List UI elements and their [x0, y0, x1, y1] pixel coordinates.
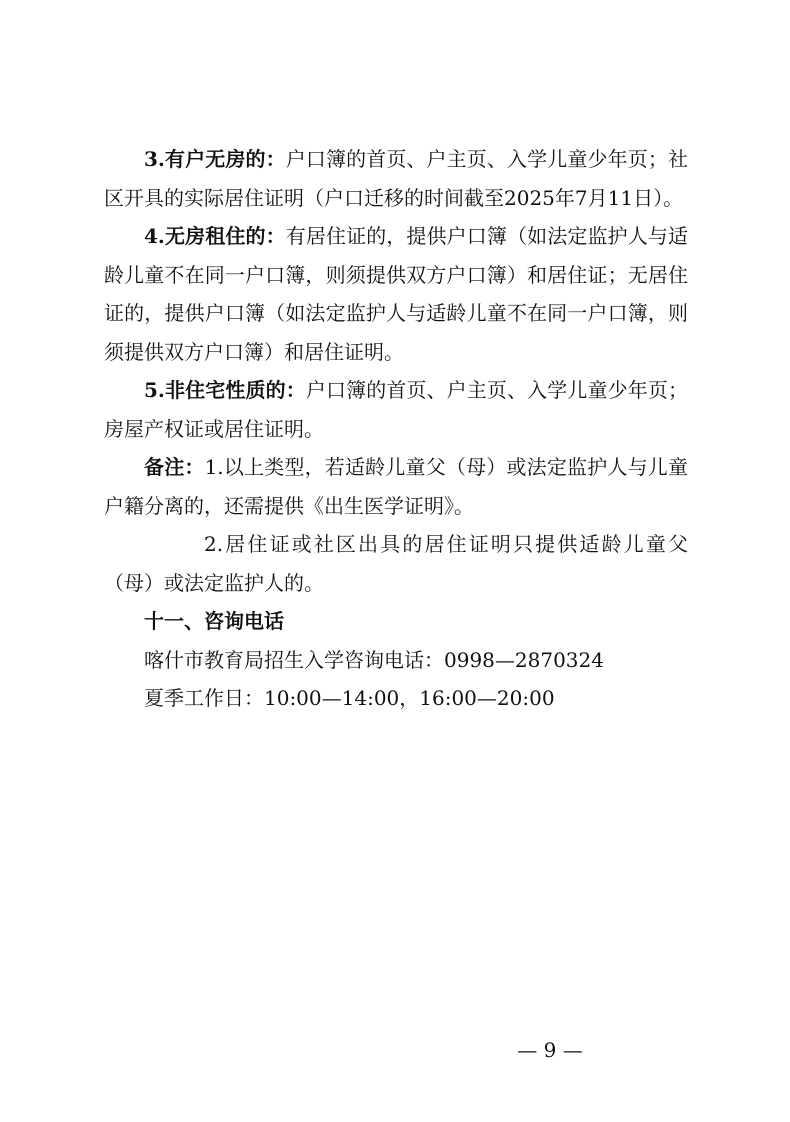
- hours-line: 夏季工作日：10:00—14:00，16:00—20:00: [144, 686, 555, 710]
- item-5-text: 户口簿的首页、户主页、入学儿童少年页；房屋产权证或居住证明。: [104, 378, 688, 441]
- note-line-2: 2.居住证或社区出具的居住证明只提供适龄儿童父（母）或法定监护人的。: [104, 532, 688, 595]
- item-3-text: 户口簿的首页、户主页、入学儿童少年页；社区开具的实际居住证明（户口迁移的时间截至2025年7月11日）。: [104, 147, 688, 210]
- page-number: — 9 —: [517, 1038, 583, 1062]
- item-4-paragraph: [104, 217, 688, 371]
- note-paragraph-2: [104, 525, 688, 602]
- note-line-1: 1.以上类型，若适龄儿童父（母）或法定监护人与儿童户籍分离的，还需提供《出生医学证明》。: [104, 455, 688, 518]
- item-4-text: 有居住证的，提供户口簿（如法定监护人与适龄儿童不在同一户口簿，则须提供双方户口簿）和居住证；无居住证的，提供户口簿（如法定监护人与适龄儿童不在同一户口簿，则须提供双方户口簿）和居住证明。: [104, 224, 688, 364]
- note-paragraph-1: [104, 448, 688, 525]
- section-heading: 十一、咨询电话: [144, 609, 284, 633]
- item-3-paragraph: [104, 140, 688, 217]
- item-3-lead: 3.有户无房的：: [144, 147, 286, 171]
- item-5-paragraph: [104, 371, 688, 448]
- item-5-lead: 5.非住宅性质的：: [144, 378, 306, 402]
- item-4-lead: 4.无房租住的：: [144, 224, 286, 248]
- note-lead: 备注：: [144, 455, 205, 479]
- document-body: [104, 140, 688, 718]
- phone-line: 喀什市教育局招生入学咨询电话：0998—2870324: [144, 647, 604, 672]
